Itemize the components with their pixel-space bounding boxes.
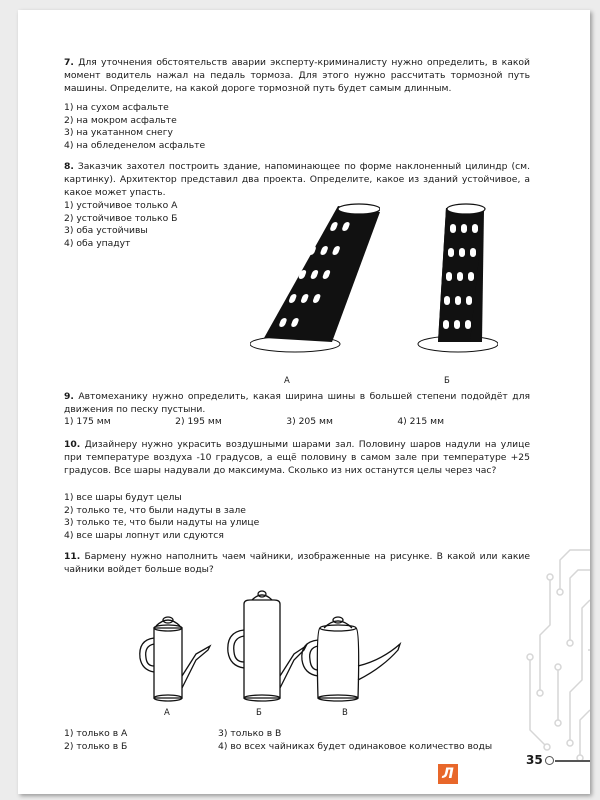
page-number-line xyxy=(555,760,590,762)
question-11-options-left xyxy=(64,728,127,753)
question-10 xyxy=(64,438,530,477)
option: 2) устойчивое только Б xyxy=(64,212,178,224)
question-8-options xyxy=(64,200,177,250)
question-10-options xyxy=(64,492,259,542)
question-7-number: 7. xyxy=(64,57,74,68)
option: 4) все шары лопнут или сдуются xyxy=(64,529,224,541)
option: 3) только те, что были надуты на улице xyxy=(64,517,260,528)
teapot-a-label: А xyxy=(164,708,170,718)
option: 2) только те, что были надуты в зале xyxy=(64,504,246,516)
leaning-tower-a xyxy=(250,196,380,356)
question-11-options-right xyxy=(218,728,492,753)
tower-a-label: А xyxy=(284,376,290,386)
page-number: 35 xyxy=(526,753,543,767)
question-7-text: Для уточнения обстоятельств аварии эксперту-криминалисту нужно определить, в какой момент водитель нажал на педаль тормоза. Для этого нужно рассчитать тормозной путь машины. Определите, на какой дороге тормозной путь будет самым длинным. xyxy=(64,57,531,94)
question-11-text: Бармену нужно наполнить чаем чайники, изображенные на рисунке. В какой или какие чайники войдет больше воды? xyxy=(64,551,531,575)
teapot-c xyxy=(296,606,406,706)
question-9-number: 9. xyxy=(64,391,74,402)
option: 3) на укатанном снегу xyxy=(64,127,173,138)
teapot-b-label: Б xyxy=(256,708,262,718)
question-9-text: Автомеханику нужно определить, какая ширина шины в большей степени подойдёт для движения по песку пустыни. xyxy=(64,391,530,415)
teapot-b xyxy=(218,586,308,706)
question-11 xyxy=(64,550,530,576)
option: 1) устойчивое только А xyxy=(64,200,178,211)
question-9 xyxy=(64,390,530,416)
option: 1) 175 мм xyxy=(64,416,111,427)
textbook-page xyxy=(18,10,590,794)
page-number-marker-icon xyxy=(545,756,554,765)
option: 4) во всех чайниках будет одинаковое количество воды xyxy=(218,740,493,752)
option: 1) только в А xyxy=(64,728,128,739)
leaning-tower-b xyxy=(408,196,498,356)
tower-b-label: Б xyxy=(444,376,450,386)
publisher-logo-icon: Л xyxy=(438,764,458,784)
teapot-a xyxy=(134,606,224,706)
question-10-number: 10. xyxy=(64,439,81,450)
question-8-number: 8. xyxy=(64,161,74,172)
question-7 xyxy=(64,56,530,95)
option: 1) на сухом асфальте xyxy=(64,102,169,113)
option: 2) 195 мм xyxy=(175,416,222,427)
option: 4) 215 мм xyxy=(397,416,444,427)
question-8-text: Заказчик захотел построить здание, напоминающее по форме наклоненный цилиндр (см. картинку). Архитектор представил два проекта. Определите, какое из зданий устойчивое, а какое может упасть. xyxy=(64,161,530,198)
teapot-c-label: В xyxy=(342,708,348,718)
option: 1) все шары будут целы xyxy=(64,492,182,503)
question-8 xyxy=(64,160,530,199)
option: 4) на обледенелом асфальте xyxy=(64,139,206,151)
option: 4) оба упадут xyxy=(64,237,131,249)
option: 3) оба устойчивы xyxy=(64,225,148,236)
option: 3) только в В xyxy=(218,728,282,739)
option: 2) на мокром асфальте xyxy=(64,114,177,126)
question-7-options xyxy=(64,102,205,152)
option: 2) только в Б xyxy=(64,740,128,752)
question-10-text: Дизайнеру нужно украсить воздушными шарами зал. Половину шаров надули на улице при температуре воздуха -10 градусов, а ещё половину в самом зале при температуре +25 градусов. Все шары надували до максимума. Сколько из них останутся целы через час? xyxy=(64,439,530,476)
question-11-number: 11. xyxy=(64,551,81,562)
question-9-options xyxy=(64,416,444,427)
option: 3) 205 мм xyxy=(286,416,333,427)
